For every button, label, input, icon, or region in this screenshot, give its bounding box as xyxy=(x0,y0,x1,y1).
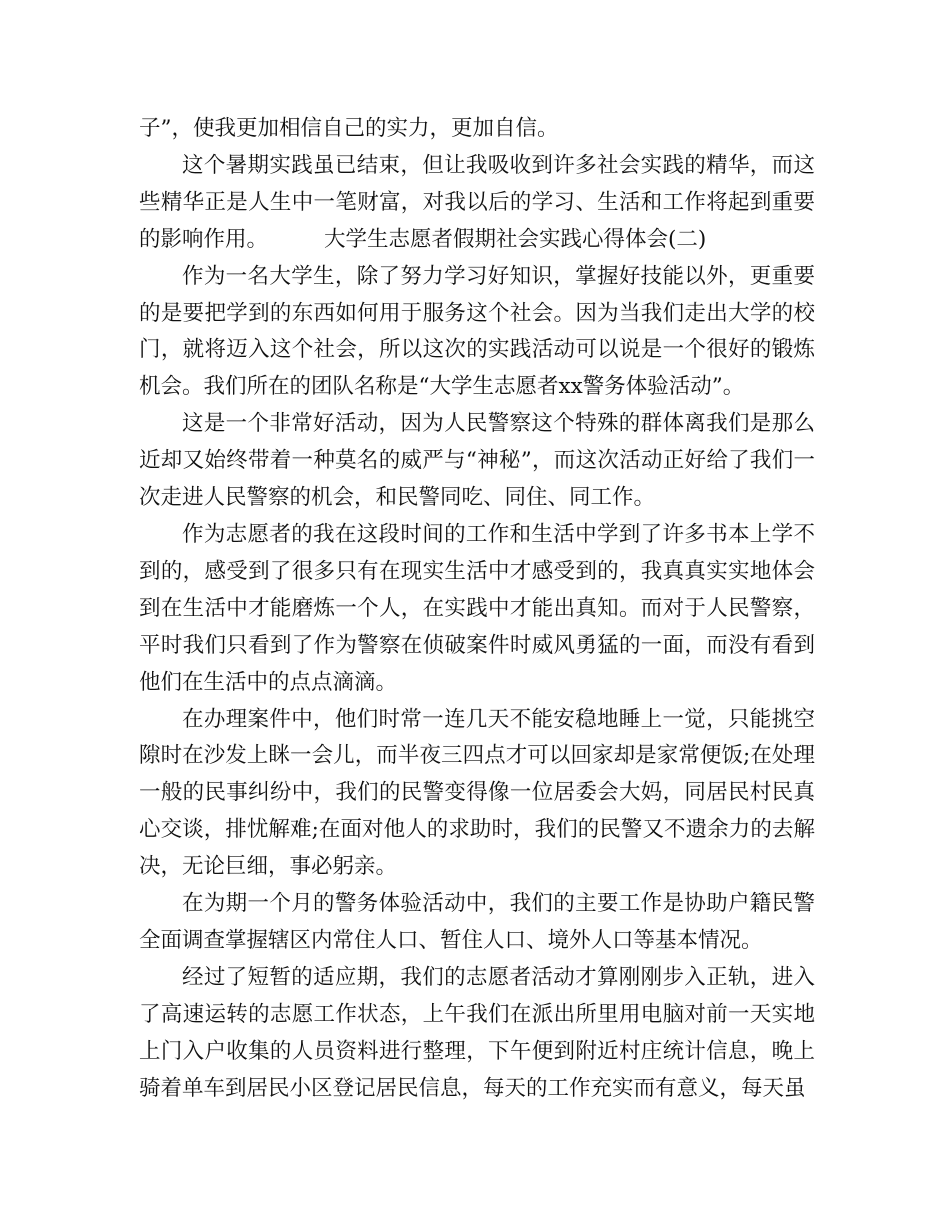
document-body xyxy=(139,111,815,1107)
paragraph-summary xyxy=(139,148,815,259)
section-title: 大学生志愿者假期社会实践心得体会(二) xyxy=(324,226,707,252)
paragraph-routine: 经过了短暂的适应期，我们的志愿者活动才算刚刚步入正轨，进入了高速运转的志愿工作状态，上午我们在派出所里用电脑对前一天实地上门入户收集的人员资料进行整理，下午便到附近村庄统计信息，晚上骑着单车到居民小区登记居民信息，每天的工作充实而有意义，每天虽 xyxy=(139,964,815,1101)
paragraph-main-task: 在为期一个月的警务体验活动中，我们的主要工作是协助户籍民警全面调查掌握辖区内常住人口、暂住人口、境外人口等基本情况。 xyxy=(139,891,815,953)
paragraph-learning: 作为志愿者的我在这段时间的工作和生活中学到了许多书本上学不到的，感受到了很多只有在现实生活中才感受到的，我真真实实地体会到在生活中才能磨炼一个人，在实践中才能出真知。而对于人民警察，平时我们只看到了作为警察在侦破案件时威风勇猛的一面，而没有看到他们在生活中的点点滴滴。 xyxy=(139,521,815,695)
paragraph-intro: 作为一名大学生，除了努力学习好知识，掌握好技能以外，更重要的是要把学到的东西如何用于服务这个社会。因为当我们走出大学的校门，就将迈入这个社会，所以这次的实践活动可以说是一个很好的锻炼机会。我们所在的团队名称是“大学生志愿者xx警务体验活动”。 xyxy=(139,263,815,400)
paragraph-activity: 这是一个非常好活动，因为人民警察这个特殊的群体离我们是那么近却又始终带着一种莫名的威严与“神秘”，而这次活动正好给了我们一次走进人民警察的机会，和民警同吃、同住、同工作。 xyxy=(139,411,815,511)
paragraph-police-work: 在办理案件中，他们时常一连几天不能安稳地睡上一觉，只能挑空隙时在沙发上眯一会儿，而半夜三四点才可以回家却是家常便饭;在处理一般的民事纠纷中，我们的民警变得像一位居委会大妈，同居民村民真心交谈，排忧解难;在面对他人的求助时，我们的民警又不遗余力的去解决，无论巨细，事必躬亲。 xyxy=(139,706,815,880)
paragraph-summary-text: 这个暑期实践虽已结束，但让我吸收到许多社会实践的精华，而这些精华正是人生中一笔财富，对我以后的学习、生活和工作将起到重要的影响作用。 xyxy=(139,152,815,252)
paragraph-continuation: 子”，使我更加相信自己的实力，更加自信。 xyxy=(139,116,559,141)
